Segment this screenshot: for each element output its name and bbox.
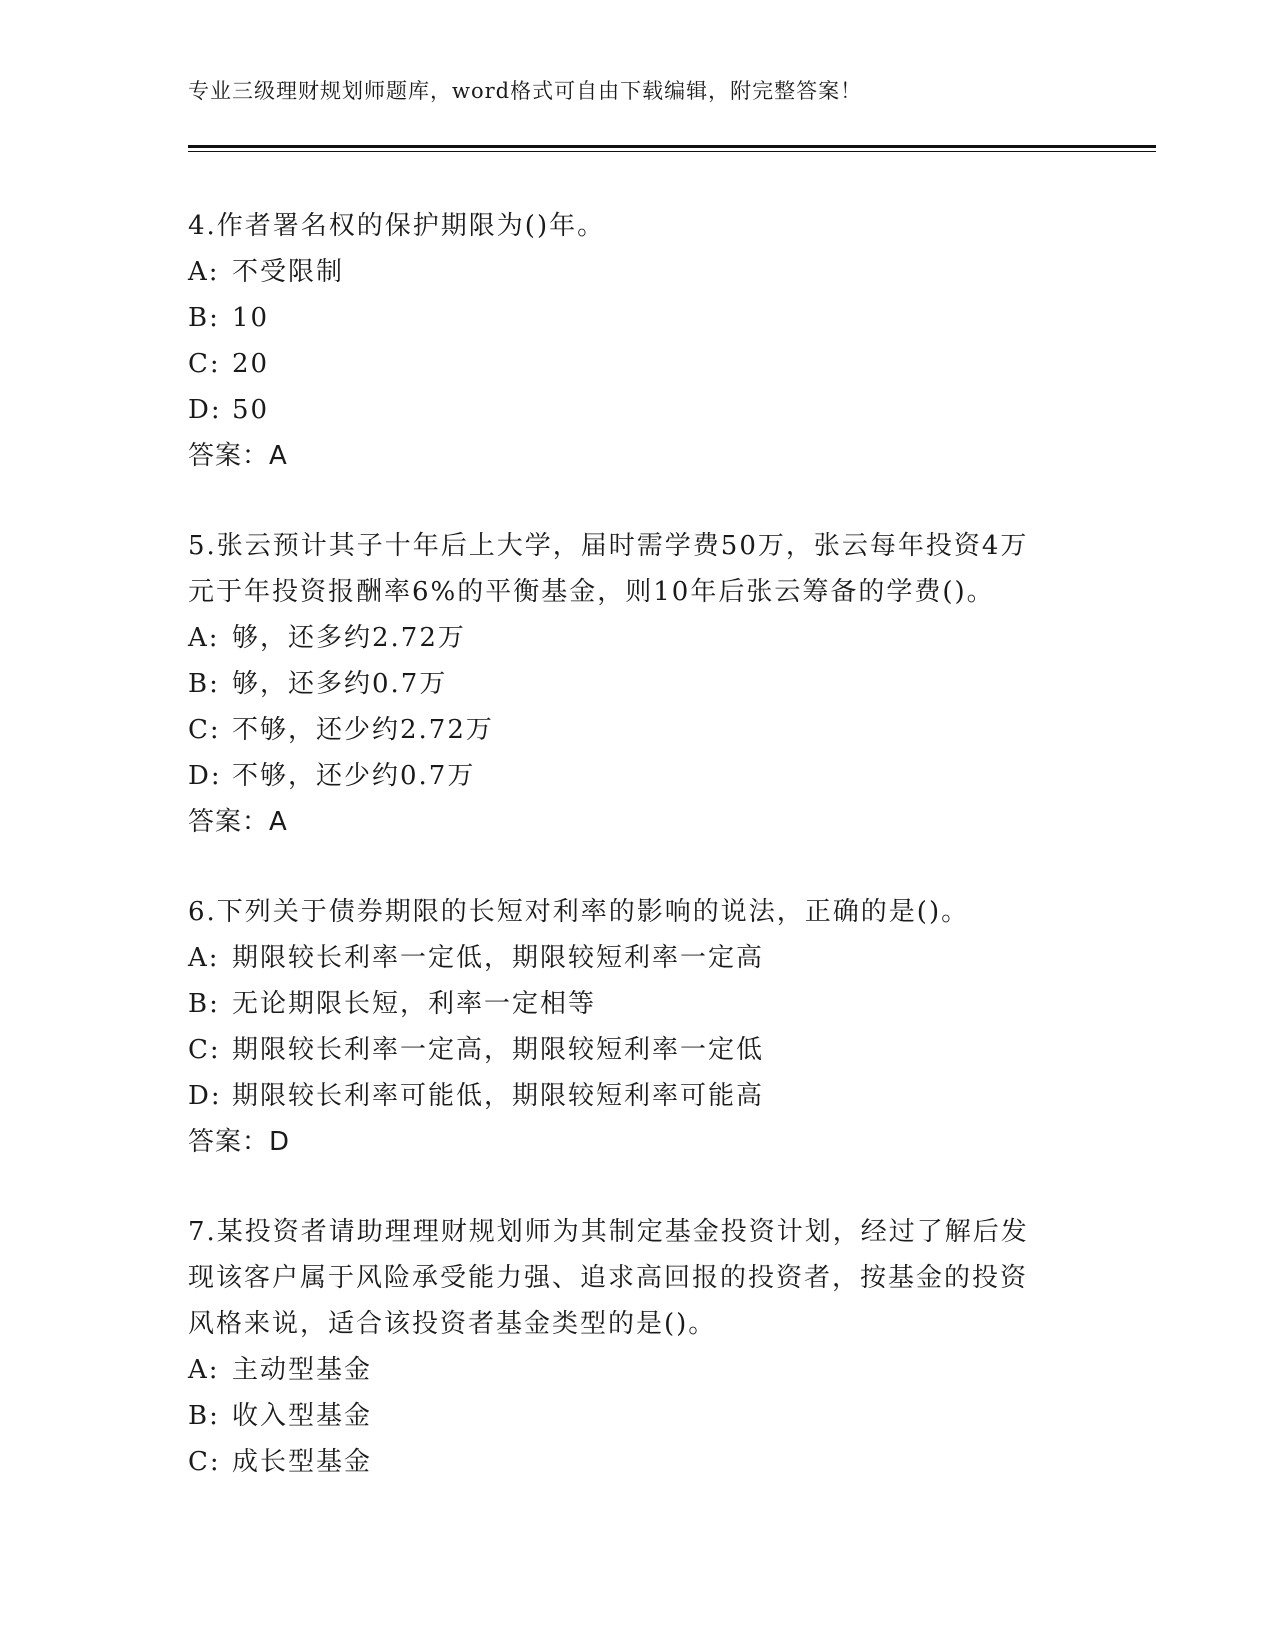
option-d bbox=[188, 1073, 1088, 1119]
option-letter: A: bbox=[188, 1355, 220, 1385]
stem-line: 现该客户属于风险承受能力强、追求高回报的投资者，按基金的投资 bbox=[188, 1263, 1029, 1293]
option-text: 不够，还少约0.7万 bbox=[232, 761, 476, 791]
answer-line: 答案：D bbox=[188, 1127, 291, 1157]
option-c bbox=[188, 707, 1088, 753]
header-rule-thick bbox=[188, 145, 1156, 148]
option-letter: D: bbox=[188, 761, 222, 791]
option-text: 期限较长利率可能低，期限较短利率可能高 bbox=[232, 1081, 765, 1111]
header-rule-thin bbox=[188, 151, 1156, 152]
question-stem bbox=[188, 1209, 1088, 1347]
option-text: 50 bbox=[232, 395, 270, 425]
option-d bbox=[188, 387, 1088, 433]
option-letter: C: bbox=[188, 349, 221, 379]
option-letter: B: bbox=[188, 989, 220, 1019]
option-letter: B: bbox=[188, 669, 220, 699]
option-text: 不够，还少约2.72万 bbox=[232, 715, 494, 745]
option-text: 够，还多约0.7万 bbox=[232, 669, 448, 699]
answer-line: 答案：A bbox=[188, 441, 288, 471]
option-a bbox=[188, 249, 1088, 295]
option-letter: C: bbox=[188, 715, 221, 745]
option-text: 主动型基金 bbox=[232, 1355, 373, 1385]
option-letter: A: bbox=[188, 257, 220, 287]
option-c bbox=[188, 1027, 1088, 1073]
option-letter: A: bbox=[188, 943, 220, 973]
question-stem bbox=[188, 203, 1088, 249]
stem-line: 元于年投资报酬率6%的平衡基金，则10年后张云筹备的学费()。 bbox=[188, 577, 995, 607]
question-4 bbox=[188, 203, 1088, 479]
option-a bbox=[188, 1347, 1088, 1393]
option-letter: B: bbox=[188, 1401, 220, 1431]
question-7 bbox=[188, 1209, 1088, 1485]
stem-line: 5.张云预计其子十年后上大学，届时需学费50万，张云每年投资4万 bbox=[188, 531, 1029, 561]
option-b bbox=[188, 981, 1088, 1027]
option-text: 期限较长利率一定高，期限较短利率一定低 bbox=[232, 1035, 765, 1065]
option-text: 成长型基金 bbox=[232, 1447, 373, 1477]
question-5 bbox=[188, 523, 1088, 845]
answer-line: 答案：A bbox=[188, 807, 288, 837]
option-b bbox=[188, 295, 1088, 341]
option-text: 不受限制 bbox=[232, 257, 345, 287]
option-letter: D: bbox=[188, 1081, 222, 1111]
stem-line: 7.某投资者请助理理财规划师为其制定基金投资计划，经过了解后发 bbox=[188, 1217, 1029, 1247]
option-b bbox=[188, 1393, 1088, 1439]
option-text: 期限较长利率一定低，期限较短利率一定高 bbox=[232, 943, 765, 973]
option-letter: D: bbox=[188, 395, 222, 425]
question-list bbox=[188, 203, 1088, 1529]
option-letter: A: bbox=[188, 623, 220, 653]
option-text: 够，还多约2.72万 bbox=[232, 623, 466, 653]
stem-line: 6.下列关于债券期限的长短对利率的影响的说法，正确的是()。 bbox=[188, 897, 970, 927]
question-stem bbox=[188, 523, 1088, 615]
question-6 bbox=[188, 889, 1088, 1165]
option-a bbox=[188, 615, 1088, 661]
option-text: 收入型基金 bbox=[232, 1401, 373, 1431]
option-letter: C: bbox=[188, 1447, 221, 1477]
option-c bbox=[188, 341, 1088, 387]
option-letter: B: bbox=[188, 303, 220, 333]
option-a bbox=[188, 935, 1088, 981]
option-b bbox=[188, 661, 1088, 707]
stem-line: 4.作者署名权的保护期限为()年。 bbox=[188, 211, 606, 241]
stem-line: 风格来说，适合该投资者基金类型的是()。 bbox=[188, 1309, 717, 1339]
option-d bbox=[188, 753, 1088, 799]
option-text: 20 bbox=[232, 349, 270, 379]
question-stem bbox=[188, 889, 1088, 935]
option-letter: C: bbox=[188, 1035, 221, 1065]
option-text: 无论期限长短，利率一定相等 bbox=[232, 989, 597, 1019]
option-c bbox=[188, 1439, 1088, 1485]
option-text: 10 bbox=[232, 303, 270, 333]
page-header-title: 专业三级理财规划师题库，word格式可自由下载编辑，附完整答案！ bbox=[188, 79, 863, 103]
